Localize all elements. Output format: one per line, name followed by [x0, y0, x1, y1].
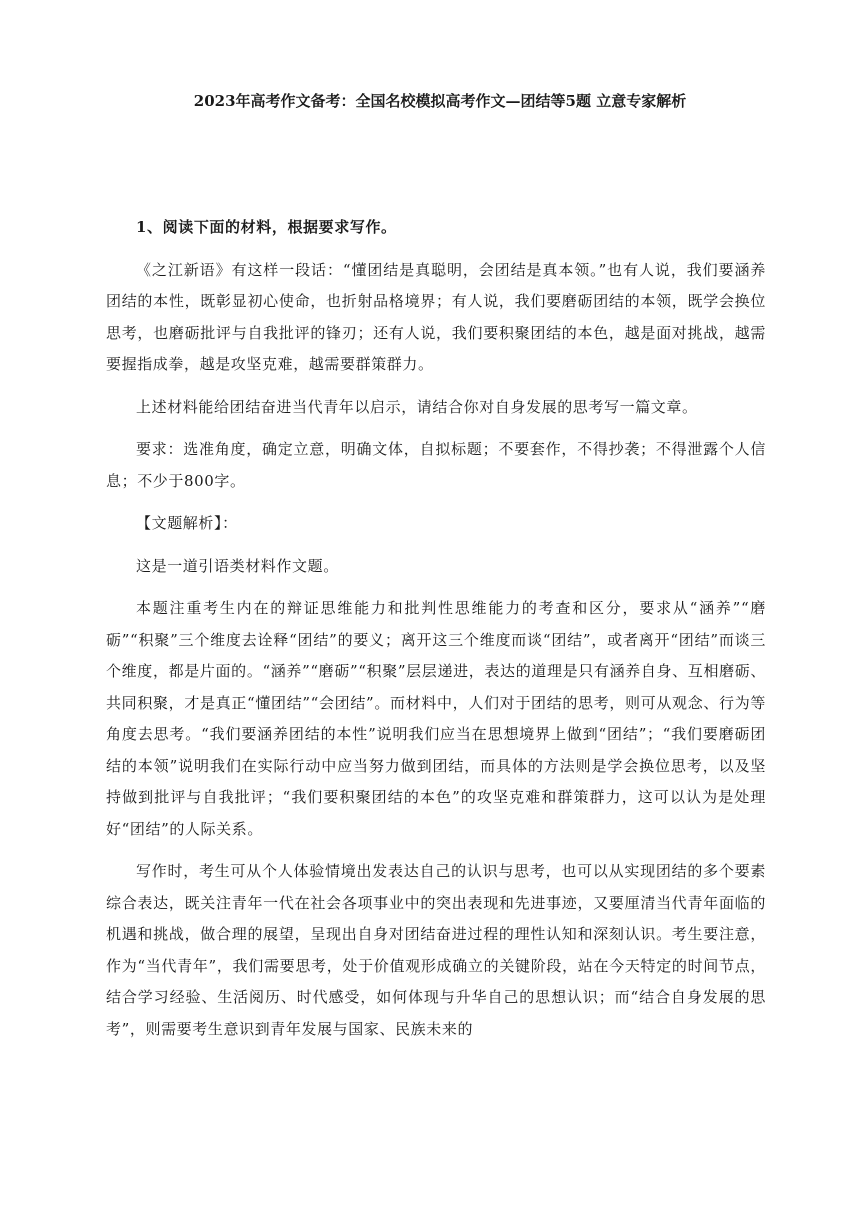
analysis-heading: 【文题解析】：	[136, 514, 238, 532]
analysis-paragraph-writing: 写作时，考生可从个人体验情境出发表达自己的认识与思考，也可以从实现团结的多个要素综合表达，既关注青年一代在社会各项事业中的突出表现和先进事迹，又要厘清当代青年面临的机遇和挑战，做合理的展望，呈现出自身对团结奋进过程的理性认知和深刻认识。考生要注意，作为“当代青年”，我们需要思考，处于价值观形成确立的关键阶段，站在今天特定的时间节点，结合学习经验、生活阅历、时代感受，如何体现与升华自己的思想认识；而“结合自身发展的思考”，则需要考生意识到青年发展与国家、民族未来的	[106, 862, 766, 1038]
material-quote-paragraph: 《之江新语》有这样一段话：“懂团结是真聪明，会团结是真本领。”也有人说，我们要涵养团结的本性，既彰显初心使命，也折射品格境界；有人说，我们要磨砺团结的本领，既学会换位思考，也磨砺批评与自我批评的锋刃；还有人说，我们要积聚团结的本色，越是面对挑战，越需要握指成拳，越是攻坚克难，越需要群策群力。	[106, 260, 766, 373]
document-title: 2023年高考作文备考：全国名校模拟高考作文—团结等5题 立意专家解析	[193, 92, 687, 110]
analysis-paragraph-type: 这是一道引语类材料作文题。	[136, 556, 339, 575]
analysis-paragraph-dimensions: 本题注重考生内在的辩证思维能力和批判性思维能力的考查和区分，要求从“涵养”“磨砺”“积聚”三个维度去诠释“团结”的要义；离开这三个维度而谈“团结”，或者离开“团结”而谈三个维度，都是片面的。“涵养”“磨砺”“积聚”层层递进，表达的道理是只有涵养自身、互相磨砺、共同积聚，才是真正“懂团结”“会团结”。而材料中，人们对于团结的思考，则可从观念、行为等角度去思考。“我们要涵养团结的本性”说明我们应当在思想境界上做到“团结”；“我们要磨砺团结的本领”说明我们在实际行动中应当努力做到团结，而具体的方法则是学会换位思考，以及坚持做到批评与自我批评；“我们要积聚团结的本色”的攻坚克难和群策群力，这可以认为是处理好“团结”的人际关系。	[106, 599, 766, 838]
requirements-paragraph: 要求：选准角度，确定立意，明确文体，自拟标题；不要套作，不得抄袭；不得泄露个人信息；不少于800字。	[106, 440, 766, 490]
question-heading: 1、阅读下面的材料，根据要求写作。	[136, 218, 397, 236]
document-body	[106, 212, 766, 1056]
task-paragraph: 上述材料能给团结奋进当代青年以启示，请结合你对自身发展的思考写一篇文章。	[136, 397, 698, 416]
